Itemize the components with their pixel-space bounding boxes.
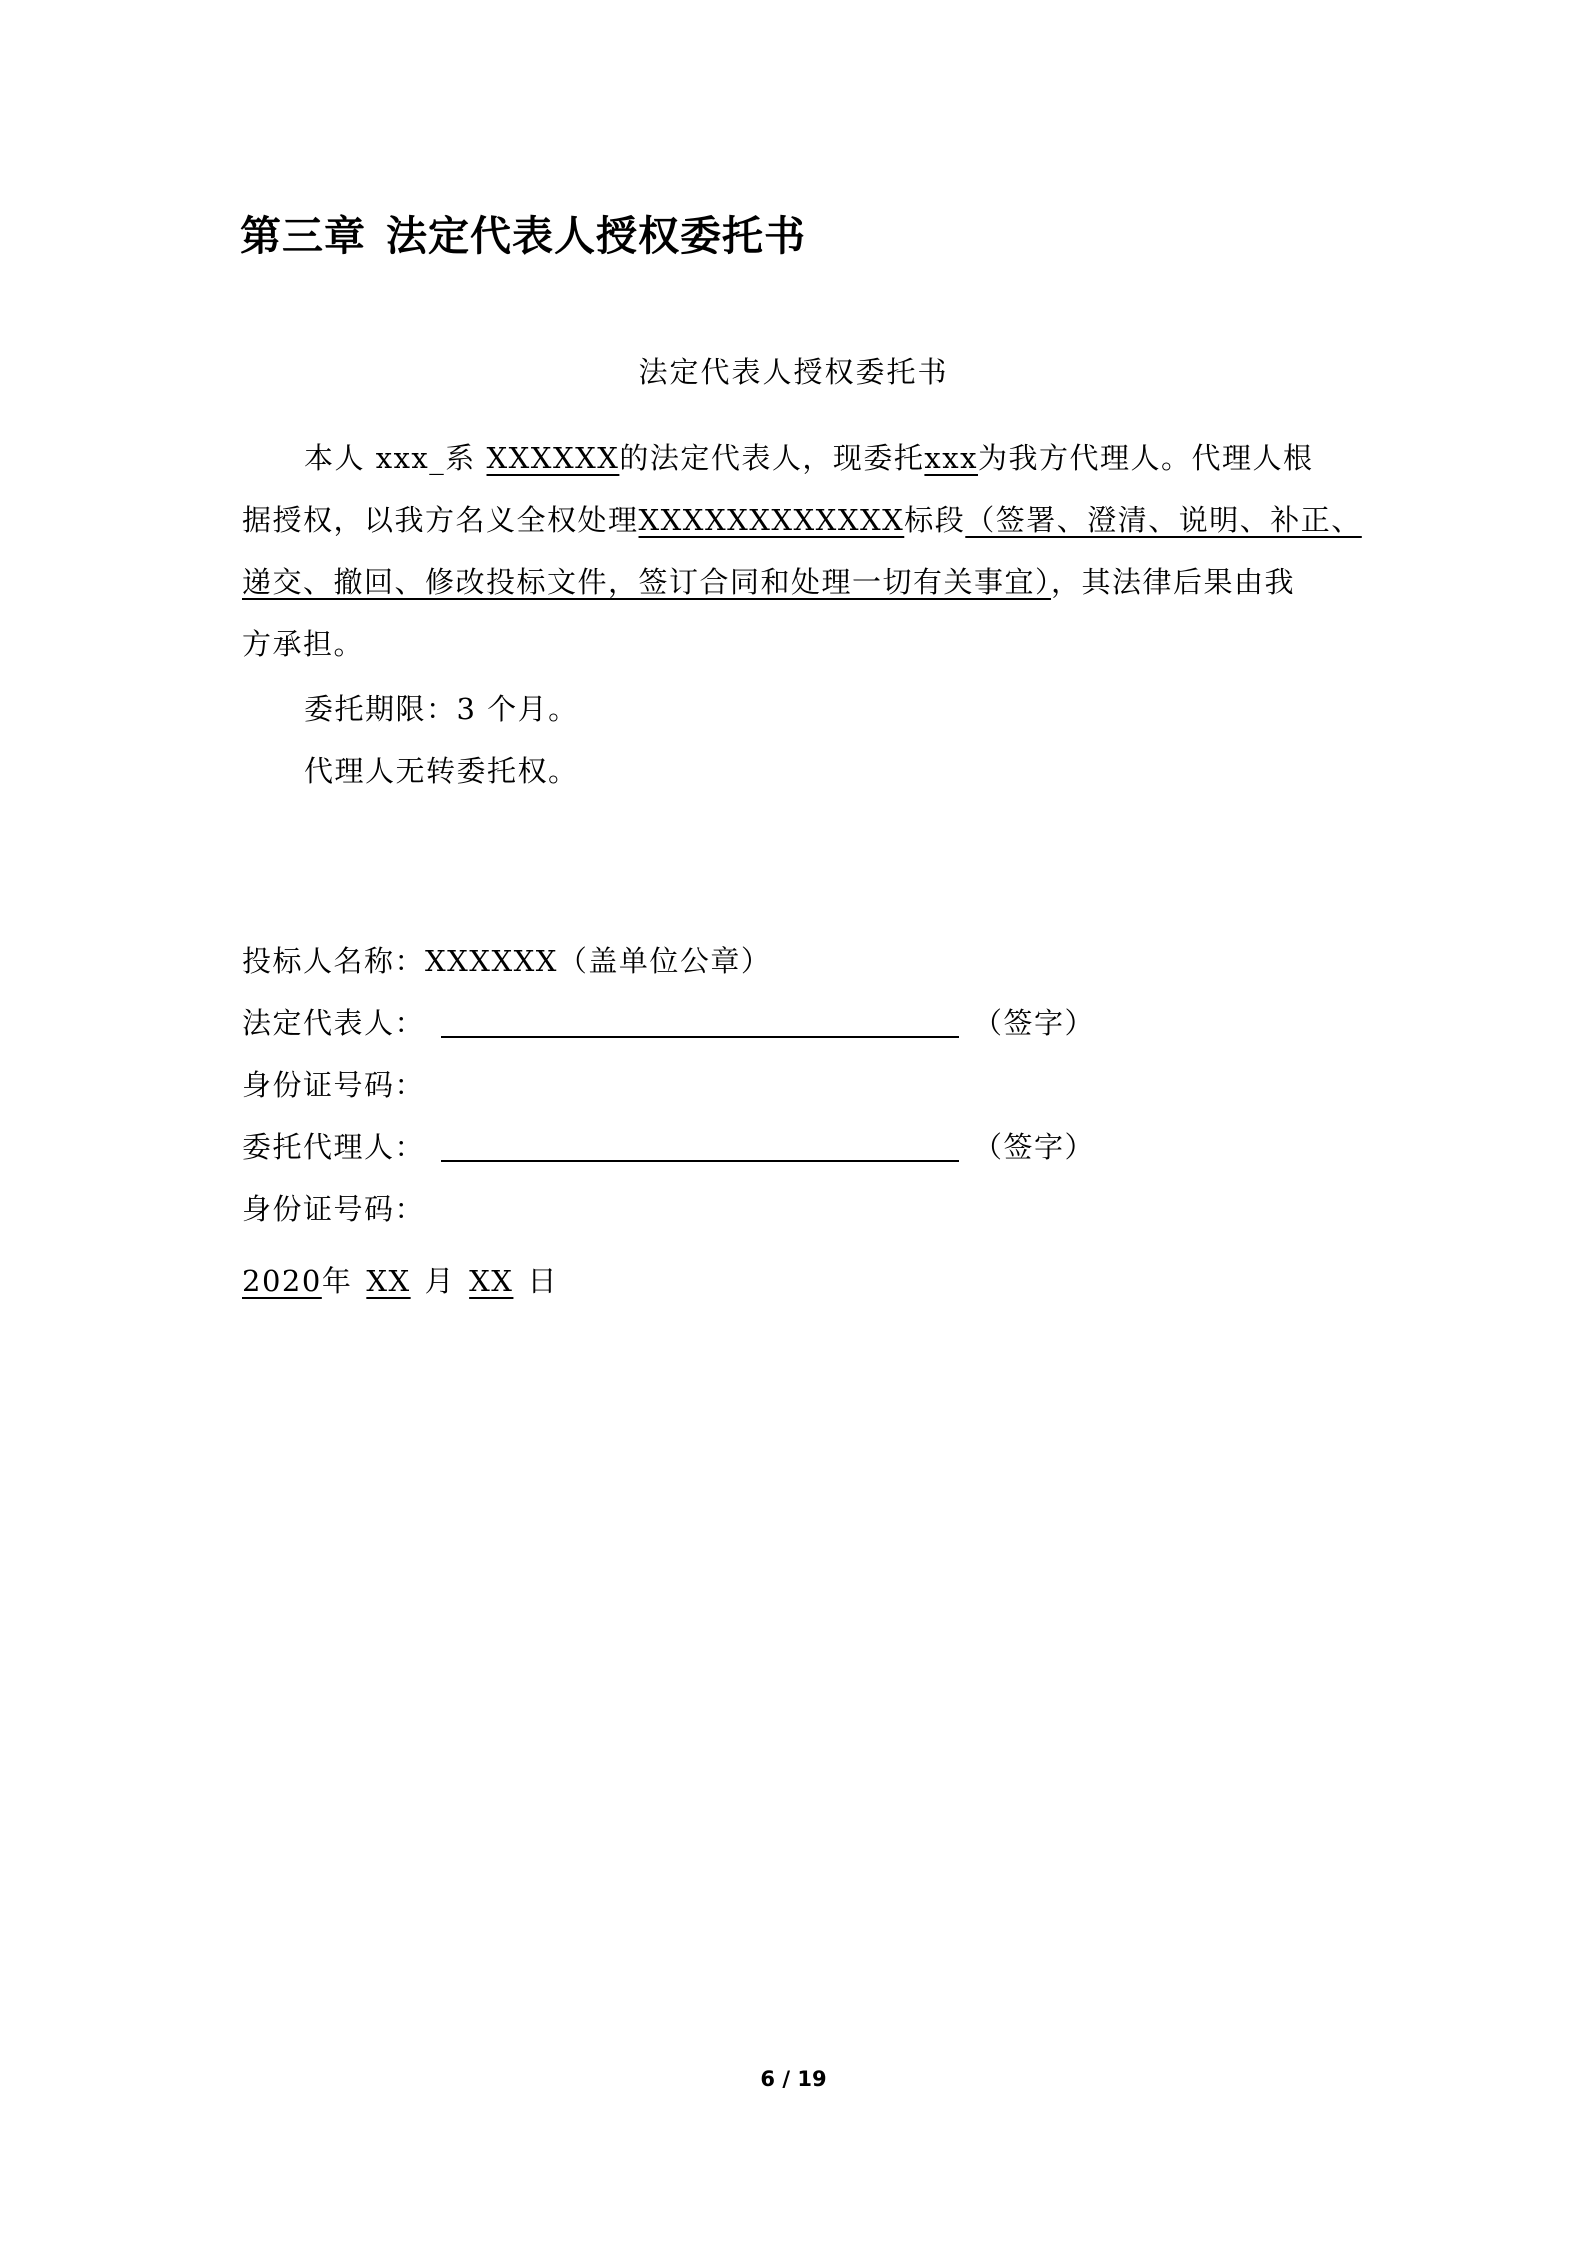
bidder-name-row <box>242 930 771 992</box>
date-day-field: XX <box>469 1264 514 1298</box>
text-segment: 本人 <box>304 441 376 475</box>
authorized-agent-row <box>242 1116 1095 1178</box>
document-title: 法定代表人授权委托书 <box>638 355 949 389</box>
text-segment: ，其法律后果由我 <box>1051 565 1296 599</box>
company-name-field: XXXXXX <box>486 441 620 475</box>
date-row <box>242 1250 558 1312</box>
term-value: 3 个月。 <box>456 692 579 726</box>
authorization-scope: 递交、撤回、修改投标文件，签订合同和处理一切有关事宜） <box>242 565 1052 599</box>
id-number-label: 身份证号码： <box>242 1068 426 1102</box>
paragraph-line-2 <box>242 489 1362 551</box>
bidder-name-label: 投标人名称： <box>242 944 426 978</box>
legal-representative-signature-line[interactable] <box>441 1036 959 1038</box>
text-segment: 标段 <box>904 503 966 537</box>
id-number-row-1 <box>242 1054 425 1116</box>
date-year-field: 2020 <box>242 1264 322 1298</box>
chapter-number: 第三章 <box>240 212 366 260</box>
text-segment: 据授权，以我方名义全权处理 <box>242 503 639 537</box>
chapter-heading <box>240 206 806 266</box>
date-month-unit: 月 <box>424 1264 456 1298</box>
paragraph-line-4 <box>242 613 364 675</box>
chapter-title-text: 法定代表人授权委托书 <box>386 212 806 260</box>
text-segment: 为我方代理人。代理人根 <box>977 441 1314 475</box>
representative-name: xxx <box>375 441 430 475</box>
no-sub-delegation-text: 代理人无转委托权。 <box>304 754 579 788</box>
page-number: 6 / 19 <box>760 2067 827 2091</box>
project-name-field: XXXXXXXXXXXX <box>638 503 905 537</box>
authorized-agent-signature-line[interactable] <box>441 1160 959 1162</box>
term-label: 委托期限： <box>304 692 457 726</box>
text-segment: 方承担。 <box>242 627 365 661</box>
id-number-label: 身份证号码： <box>242 1192 426 1226</box>
term-line <box>304 678 579 740</box>
legal-representative-row <box>242 992 1095 1054</box>
date-day-unit: 日 <box>527 1264 558 1298</box>
date-year-unit: 年 <box>321 1264 353 1298</box>
no-sub-delegation-line <box>304 740 579 802</box>
agent-name-field: xxx <box>924 441 978 475</box>
bidder-name-value: XXXXXX（盖单位公章） <box>425 944 772 978</box>
signature-note: （签字） <box>973 1006 1096 1040</box>
paragraph-line-1 <box>304 427 1314 489</box>
legal-representative-label: 法定代表人： <box>242 1006 426 1040</box>
signature-note: （签字） <box>973 1130 1096 1164</box>
date-month-field: XX <box>366 1264 411 1298</box>
text-segment: 的法定代表人，现委托 <box>619 441 925 475</box>
id-number-row-2 <box>242 1178 425 1240</box>
text-segment: _系 <box>429 441 487 475</box>
authorized-agent-label: 委托代理人： <box>242 1130 426 1164</box>
paragraph-line-3 <box>242 551 1295 613</box>
authorization-scope: （签署、澄清、说明、补正、 <box>965 503 1362 537</box>
